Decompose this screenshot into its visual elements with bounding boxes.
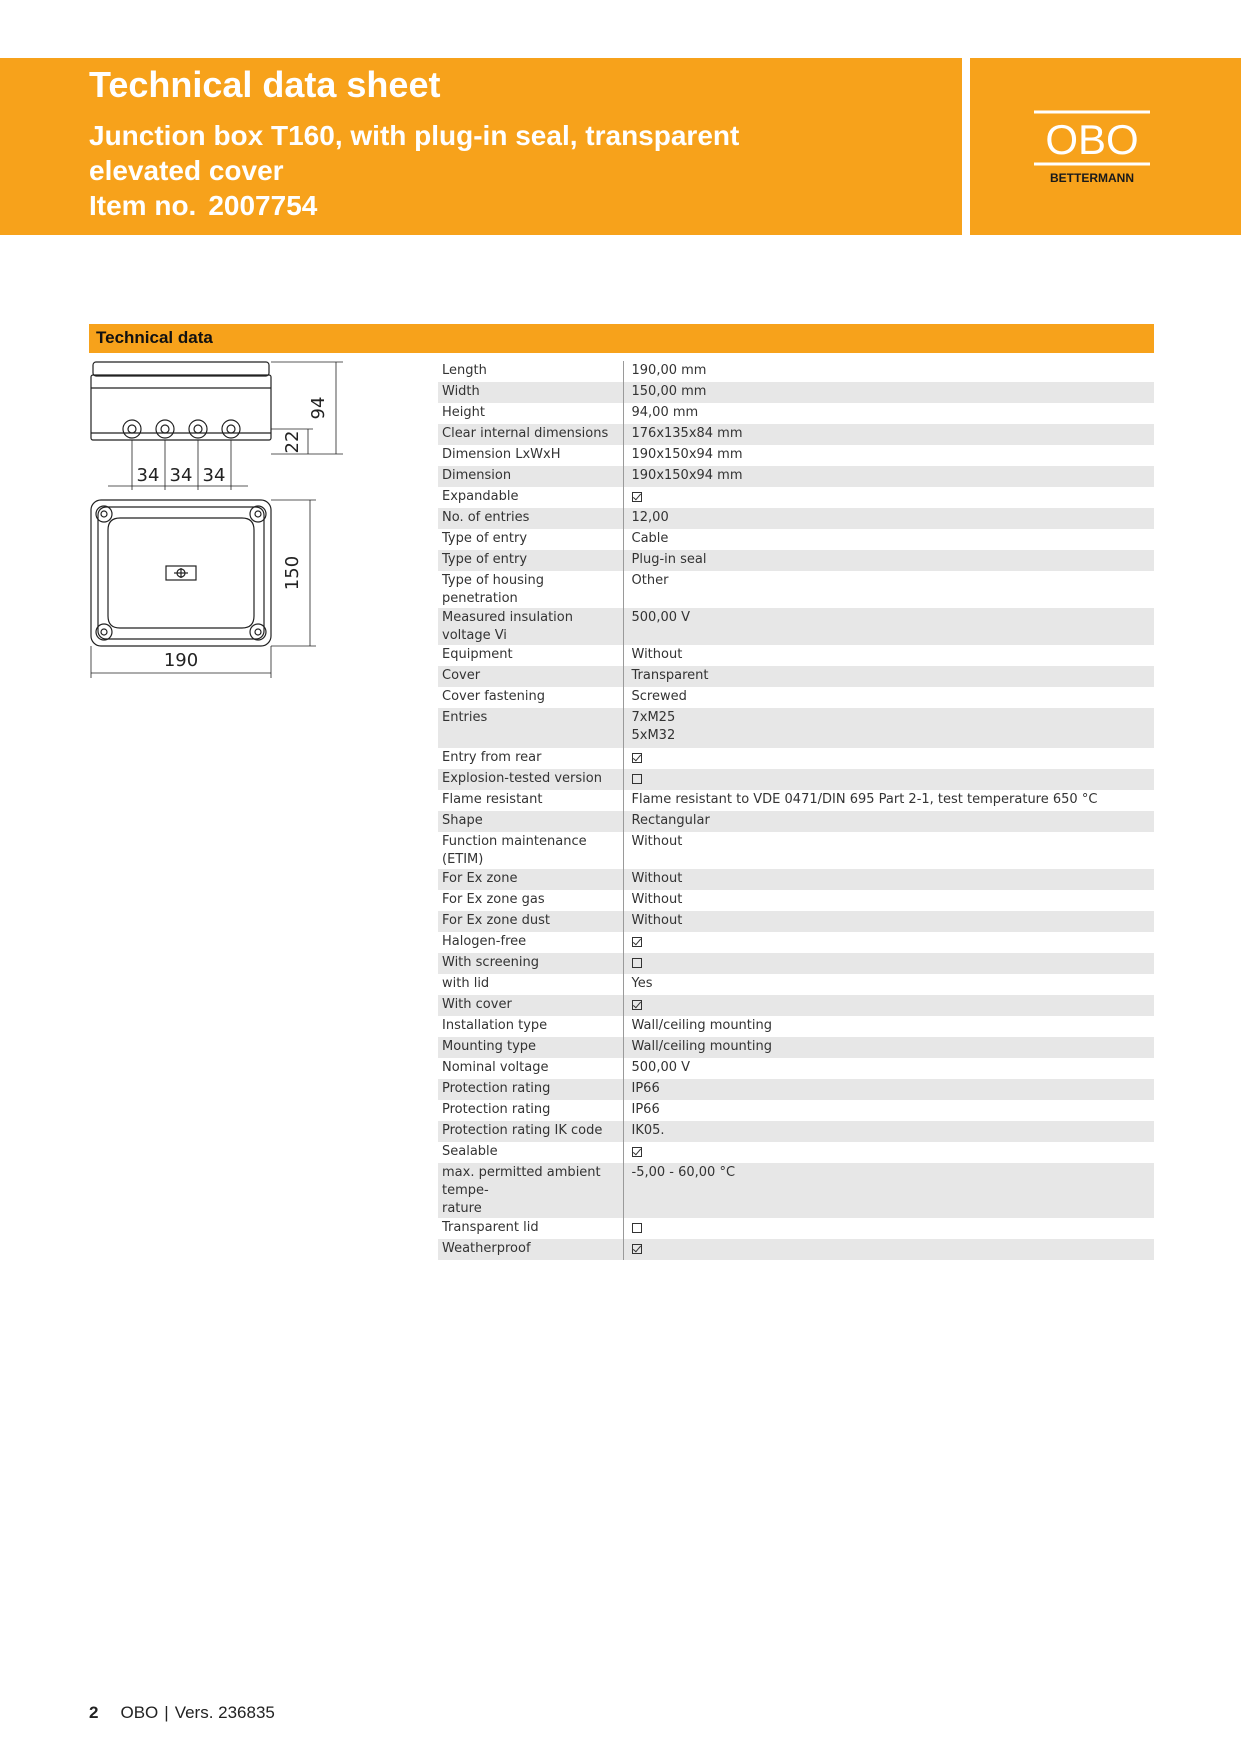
document-title: Technical data sheet bbox=[89, 64, 441, 105]
spec-row bbox=[438, 445, 1154, 466]
spec-label: With screening bbox=[442, 955, 539, 970]
spec-value: 7xM25 bbox=[631, 710, 676, 725]
spec-label: Type of housing penetration bbox=[442, 573, 544, 606]
spec-row bbox=[438, 769, 1154, 790]
spec-row bbox=[438, 832, 1154, 869]
spec-row bbox=[438, 529, 1154, 550]
spec-label: Expandable bbox=[442, 489, 519, 504]
checked-checkbox-icon bbox=[632, 1147, 642, 1157]
spec-label: Mounting type bbox=[442, 1039, 537, 1054]
spec-label: Clear internal dimensions bbox=[442, 426, 609, 441]
spec-row bbox=[438, 508, 1154, 529]
spec-row bbox=[438, 790, 1154, 811]
spec-value-continued: 5xM32 bbox=[631, 728, 676, 743]
dim-height-label: 94 bbox=[308, 396, 329, 420]
spec-value: 190x150x94 mm bbox=[631, 447, 743, 462]
item-number: 2007754 bbox=[208, 190, 318, 221]
spec-label: For Ex zone dust bbox=[442, 913, 550, 928]
dimension-drawing bbox=[88, 358, 348, 688]
obo-logo bbox=[1032, 108, 1152, 188]
dim-spacing-label-2: 34 bbox=[169, 465, 193, 486]
side-view bbox=[91, 362, 271, 440]
spec-row bbox=[438, 953, 1154, 974]
checked-checkbox-icon bbox=[632, 1000, 642, 1010]
spec-value: Without bbox=[631, 913, 683, 928]
spec-value: 190x150x94 mm bbox=[631, 468, 743, 483]
spec-row bbox=[438, 487, 1154, 508]
page-number: 2 bbox=[89, 1703, 99, 1722]
spec-row bbox=[438, 748, 1154, 769]
spec-row bbox=[438, 1079, 1154, 1100]
checked-checkbox-icon bbox=[632, 753, 642, 763]
footer-brand: OBO bbox=[120, 1703, 159, 1722]
spec-row bbox=[438, 1016, 1154, 1037]
footer-separator: | bbox=[164, 1703, 169, 1722]
dim-entry-height-label: 22 bbox=[282, 430, 303, 454]
spec-value: Wall/ceiling mounting bbox=[631, 1018, 772, 1033]
spec-label: Type of entry bbox=[442, 531, 528, 546]
dim-length-label: 190 bbox=[163, 650, 199, 671]
spec-value: Screwed bbox=[631, 689, 687, 704]
spec-label: Flame resistant bbox=[442, 792, 543, 807]
spec-row bbox=[438, 1218, 1154, 1239]
spec-label: Weatherproof bbox=[442, 1241, 531, 1256]
spec-label: Equipment bbox=[442, 647, 513, 662]
dim-spacing-label-1: 34 bbox=[136, 465, 160, 486]
dim-width-label: 150 bbox=[282, 555, 303, 591]
spec-value: Rectangular bbox=[631, 813, 710, 828]
spec-label: No. of entries bbox=[442, 510, 530, 525]
spec-value: 176x135x84 mm bbox=[631, 426, 743, 441]
spec-row bbox=[438, 466, 1154, 487]
spec-row bbox=[438, 550, 1154, 571]
spec-row bbox=[438, 811, 1154, 832]
spec-label: Measured insulation voltage Vi bbox=[442, 610, 573, 643]
spec-value: IK05. bbox=[631, 1123, 665, 1138]
spec-row bbox=[438, 911, 1154, 932]
section-title: Technical data bbox=[96, 328, 213, 347]
spec-row bbox=[438, 1163, 1154, 1218]
spec-value: 500,00 V bbox=[631, 1060, 691, 1075]
spec-row bbox=[438, 382, 1154, 403]
spec-label: Transparent lid bbox=[442, 1220, 539, 1235]
product-subtitle: Junction box T160, with plug-in seal, transparent elevated cover bbox=[89, 120, 740, 186]
spec-label: Length bbox=[442, 363, 487, 378]
logo-tagline: BETTERMANN bbox=[1050, 171, 1134, 185]
spec-label: For Ex zone gas bbox=[442, 892, 545, 907]
item-number-label: Item no. bbox=[89, 190, 197, 221]
spec-label: Function maintenance (ETIM) bbox=[442, 834, 587, 867]
spec-label: Height bbox=[442, 405, 485, 420]
spec-label: Cover bbox=[442, 668, 481, 683]
unchecked-checkbox-icon bbox=[632, 774, 642, 784]
spec-row bbox=[438, 890, 1154, 911]
spec-value: Flame resistant to VDE 0471/DIN 695 Part 2-1, test temperature 650 °C bbox=[631, 792, 1098, 807]
spec-value: 94,00 mm bbox=[631, 405, 699, 420]
spec-value: Cable bbox=[631, 531, 669, 546]
spec-row bbox=[438, 1121, 1154, 1142]
unchecked-checkbox-icon bbox=[632, 958, 642, 968]
spec-label: Protection rating bbox=[442, 1081, 551, 1096]
technical-data-header bbox=[89, 324, 1154, 353]
spec-row bbox=[438, 424, 1154, 445]
spec-label: Type of entry bbox=[442, 552, 528, 567]
spec-value: IP66 bbox=[631, 1081, 660, 1096]
spec-value: 12,00 bbox=[631, 510, 669, 525]
spec-value: -5,00 - 60,00 °C bbox=[631, 1165, 736, 1180]
spec-label: Shape bbox=[442, 813, 483, 828]
spec-row bbox=[438, 1037, 1154, 1058]
spec-label: With cover bbox=[442, 997, 512, 1012]
spec-row bbox=[438, 361, 1154, 382]
spec-row bbox=[438, 1239, 1154, 1260]
spec-value: Wall/ceiling mounting bbox=[631, 1039, 772, 1054]
spec-label: Nominal voltage bbox=[442, 1060, 549, 1075]
top-view bbox=[91, 500, 271, 646]
spec-row bbox=[438, 1058, 1154, 1079]
spec-value: Without bbox=[631, 647, 683, 662]
spec-row bbox=[438, 645, 1154, 666]
spec-row bbox=[438, 1100, 1154, 1121]
page-footer bbox=[89, 1703, 275, 1723]
spec-value: Without bbox=[631, 834, 683, 849]
spec-value: Other bbox=[631, 573, 669, 588]
item-number-line bbox=[89, 190, 317, 222]
checked-checkbox-icon bbox=[632, 937, 642, 947]
spec-value: Yes bbox=[631, 976, 653, 991]
checked-checkbox-icon bbox=[632, 492, 642, 502]
spec-row bbox=[438, 708, 1154, 748]
spec-value: Plug-in seal bbox=[631, 552, 707, 567]
spec-value: Transparent bbox=[631, 668, 709, 683]
spec-row bbox=[438, 974, 1154, 995]
footer-version: Vers. 236835 bbox=[174, 1703, 275, 1722]
spec-label: For Ex zone bbox=[442, 871, 518, 886]
spec-label: Dimension LxWxH bbox=[442, 447, 561, 462]
spec-label: Installation type bbox=[442, 1018, 548, 1033]
spec-label: max. permitted ambient tempe- bbox=[442, 1165, 601, 1198]
spec-value: Without bbox=[631, 871, 683, 886]
spec-label: with lid bbox=[442, 976, 490, 991]
spec-label: Protection rating bbox=[442, 1102, 551, 1117]
checked-checkbox-icon bbox=[632, 1244, 642, 1254]
spec-label: Halogen-free bbox=[442, 934, 527, 949]
spec-value: Without bbox=[631, 892, 683, 907]
spec-label: Dimension bbox=[442, 468, 512, 483]
dim-spacing-label-3: 34 bbox=[202, 465, 226, 486]
spec-row bbox=[438, 666, 1154, 687]
technical-data-table bbox=[438, 361, 1154, 1260]
spec-label: Entry from rear bbox=[442, 750, 542, 765]
spec-label: Entries bbox=[442, 710, 488, 725]
spec-row bbox=[438, 869, 1154, 890]
spec-value: 500,00 V bbox=[631, 610, 691, 625]
unchecked-checkbox-icon bbox=[632, 1223, 642, 1233]
spec-row bbox=[438, 995, 1154, 1016]
spec-row bbox=[438, 1142, 1154, 1163]
spec-row bbox=[438, 687, 1154, 708]
spec-label: Sealable bbox=[442, 1144, 498, 1159]
spec-row bbox=[438, 571, 1154, 608]
spec-value: 150,00 mm bbox=[631, 384, 707, 399]
logo-wordmark: OBO bbox=[1045, 116, 1139, 163]
spec-label: Explosion-tested version bbox=[442, 771, 602, 786]
spec-row bbox=[438, 932, 1154, 953]
spec-value: 190,00 mm bbox=[631, 363, 707, 378]
spec-value: IP66 bbox=[631, 1102, 660, 1117]
spec-label: Protection rating IK code bbox=[442, 1123, 603, 1138]
spec-row bbox=[438, 403, 1154, 424]
spec-row bbox=[438, 608, 1154, 645]
spec-label-continued: rature bbox=[442, 1201, 482, 1216]
spec-label: Cover fastening bbox=[442, 689, 545, 704]
spec-label: Width bbox=[442, 384, 480, 399]
